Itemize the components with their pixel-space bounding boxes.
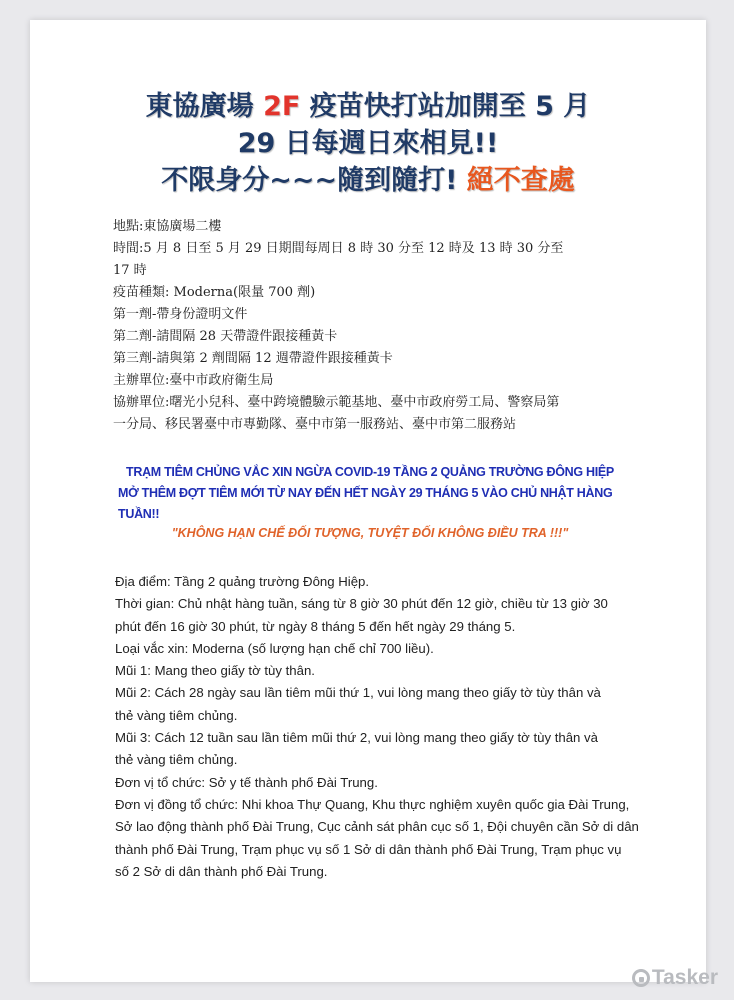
zh-line: 17 時 [113, 263, 147, 278]
vi-line: thẻ vàng tiêm chủng. [115, 707, 238, 723]
vi-line: Mũi 3: Cách 12 tuần sau lần tiêm mũi thứ 2, vui lòng mang theo giấy tờ tùy thân và [115, 730, 598, 746]
headline-line-2: 29 日每週日來相見!! [237, 128, 499, 159]
vi-line: Loại vắc xin: Moderna (số lượng hạn chế chỉ 700 liều). [115, 640, 434, 656]
vi-headline-line-2: MỞ THÊM ĐỢT TIÊM MỚI TỪ NAY ĐẾN HẾT NGÀY 29 THÁNG 5 VÀO CHỦ NHẬT HÀNG [118, 486, 613, 500]
vi-line: phút đến 16 giờ 30 phút, từ ngày 8 tháng 5 đến hết ngày 29 tháng 5. [115, 618, 516, 634]
zh-line: 主辦單位:臺中市政府衛生局 [113, 373, 274, 388]
vi-line: Mũi 1: Mang theo giấy tờ tùy thân. [115, 663, 315, 679]
tasker-watermark [632, 966, 718, 990]
zh-line: 時間:5 月 8 日至 5 月 29 日期間每周日 8 時 30 分至 12 時及 13 時 30 分至 [113, 241, 564, 256]
vi-line: Sở lao động thành phố Đài Trung, Cục cảnh sát phân cục số 1, Đội chuyên cần Sở di dân [115, 819, 639, 835]
tasker-logo-icon [632, 969, 650, 987]
zh-line: 協辦單位:曙光小兒科、臺中跨境體驗示範基地、臺中市政府勞工局、警察局第 [113, 395, 560, 410]
headline-line-3: 不限身分~~~隨到隨打! 絕不查處 [161, 165, 575, 196]
vi-line: Thời gian: Chủ nhật hàng tuần, sáng từ 8 giờ 30 phút đến 12 giờ, chiều từ 13 giờ 30 [115, 596, 608, 612]
vi-line: Đơn vị tổ chức: Sở y tế thành phố Đài Trung. [115, 774, 378, 790]
zh-line: 第二劑-請間隔 28 天帶證件跟接種黃卡 [113, 329, 338, 344]
vi-line: Đơn vị đồng tổ chức: Nhi khoa Thự Quang, Khu thực nghiệm xuyên quốc gia Đài Trung, [115, 796, 630, 812]
watermark-text: Tasker [651, 966, 718, 989]
zh-line: 一分局、移民署臺中市專勤隊、臺中市第一服務站、臺中市第二服務站 [113, 417, 517, 432]
chinese-headline [70, 88, 666, 199]
vi-line: thành phố Đài Trung, Trạm phục vụ số 1 Sở di dân thành phố Đài Trung, Trạm phục vụ [115, 841, 622, 857]
vi-line: Mũi 2: Cách 28 ngày sau lần tiêm mũi thứ 1, vui lòng mang theo giấy tờ tùy thân và [115, 685, 601, 701]
vi-headline-line-1: TRẠM TIÊM CHỦNG VẮC XIN NGỪA COVID-19 TẦNG 2 QUẢNG TRƯỜNG ĐÔNG HIỆP [126, 465, 614, 479]
zh-line: 地點:東協廣場二樓 [113, 219, 222, 234]
vi-line: số 2 Sở di dân thành phố Đài Trung. [115, 863, 328, 879]
headline-line-1: 東協廣場 2F 疫苗快打站加開至 5 月 [145, 91, 591, 122]
zh-line: 第三劑-請與第 2 劑間隔 12 週帶證件跟接種黃卡 [113, 351, 393, 366]
zh-line: 疫苗種類: Moderna(限量 700 劑) [113, 285, 316, 300]
vietnamese-headline [110, 462, 630, 525]
headline-no-check-highlight: 絕不查處 [466, 165, 575, 196]
chinese-details [113, 216, 653, 436]
vietnamese-details [115, 571, 675, 883]
zh-line: 第一劑-帶身份證明文件 [113, 307, 248, 322]
document-page [30, 20, 706, 982]
vietnamese-subheadline: "KHÔNG HẠN CHẾ ĐỐI TƯỢNG, TUYỆT ĐỐI KHÔNG ĐIỀU TRA !!!" [171, 526, 569, 540]
headline-floor-highlight: 2F [263, 91, 301, 122]
vi-line: Địa điểm: Tầng 2 quảng trường Đông Hiệp. [115, 574, 370, 589]
vi-headline-line-3: TUẦN!! [118, 507, 160, 521]
vi-line: thẻ vàng tiêm chủng. [115, 752, 238, 768]
